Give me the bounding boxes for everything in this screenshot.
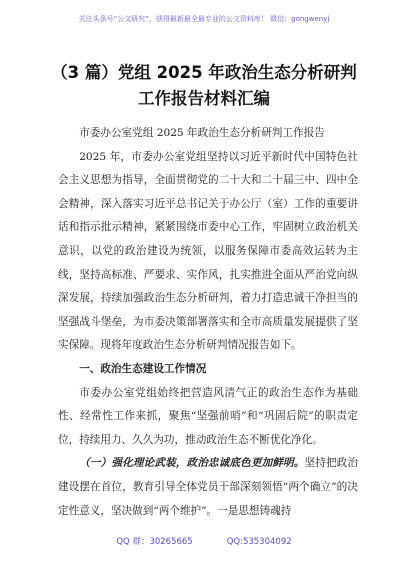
promo-banner: 关注头条号“公文研究”，获得最新最全最专业的公文资料库！ 微信：gongwenyj [78,15,330,23]
subsection-text: 坚持把政治建设摆在首位，教育引导全体党员干部深刻领悟“两个确立”的决定性意义，坚决做到“两个维护”。一是思想铸魂持 [58,457,359,517]
section-paragraph [58,382,358,453]
section-heading: 一、政治生态建设工作情况 [79,362,207,375]
document-body [58,122,358,523]
section-paragraph-text: 市委办公室党组始终把营造风清气正的政治生态作为基础性、经常性工作来抓，聚焦“坚强前哨”和“巩固后院”的职责定位，持续用力、久久为功，推动政治生态不断优化净化。 [58,386,358,446]
document-title: （3 篇）党组 2025 年政治生态分析研判工作报告材料汇编 [51,63,357,108]
footer-qq-group: QQ 群：30265665 [116,537,193,547]
footer-contact [0,535,408,547]
subsection-lead: （一）强化理论武装，政治忠诚底色更加鲜明。 [79,457,305,470]
subsection-paragraph [58,452,358,523]
document-subtitle: 市委办公室党组 2025 年政治生态分析研判工作报告 [79,127,325,139]
footer-qq-number: QQ:535304092 [226,537,292,547]
intro-paragraph: 2025 年，市委办公室党组坚持以习近平新时代中国特色社会主义思想为指导，全面贯彻党的二十大和二十届三中、四中全会精神，深入落实习近平总书记关于办公厅（室）工作的重要讲话和指示批示精神，紧紧围绕市委中心工作，牢固树立政治机关意识，以党的政治建设为统领，以服务保障市委高效运转为主线，坚持高标准、严要求、实作风，扎实推进全面从严治党向纵深发展，持续加强政治生态分析研判，着力打造忠诚干净担当的坚强战斗堡垒，为市委决策部署落实和全市高质量发展提供了坚实保障。现将年度政治生态分析研判情况报告如下。 [58,150,358,352]
